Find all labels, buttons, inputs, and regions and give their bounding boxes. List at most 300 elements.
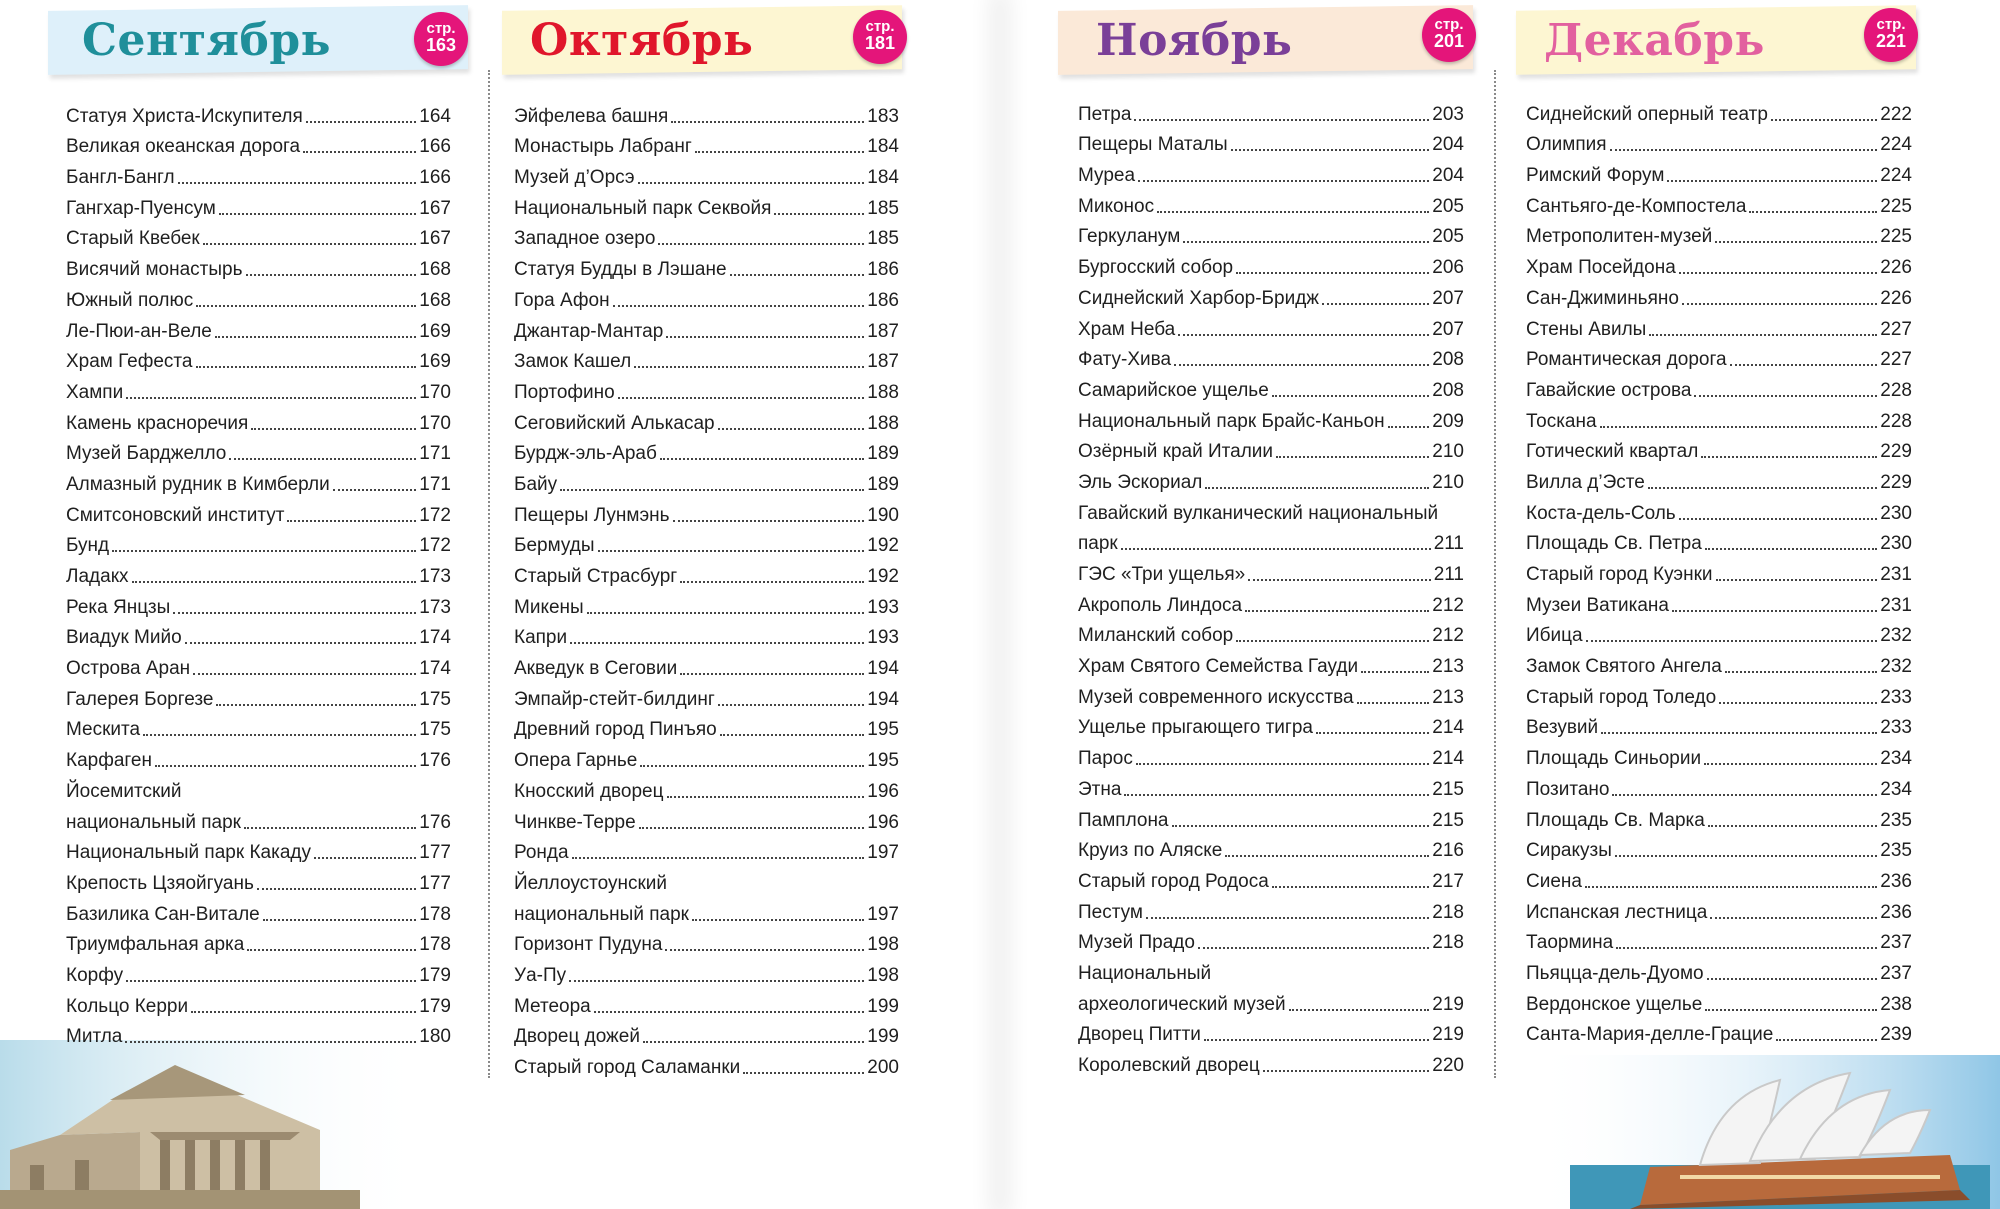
toc-entry[interactable] [1526, 403, 1912, 434]
toc-entry[interactable] [66, 896, 451, 927]
toc-entry[interactable] [1526, 127, 1912, 158]
dot-leader [247, 949, 416, 951]
dot-leader [1388, 426, 1430, 428]
toc-list-september [66, 98, 451, 1049]
page-badge-label: стр. [1434, 16, 1464, 33]
toc-entry-page: 174 [419, 627, 451, 649]
toc-entry[interactable] [1078, 894, 1464, 925]
toc-entry[interactable] [514, 497, 899, 528]
toc-entry-page: 236 [1880, 901, 1912, 923]
dot-leader [1263, 1070, 1430, 1072]
toc-entry-title: Этна [1078, 778, 1122, 800]
dot-leader [1585, 886, 1877, 888]
toc-entry[interactable] [1526, 771, 1912, 802]
dot-leader [215, 336, 416, 338]
toc-entry[interactable] [514, 742, 899, 773]
toc-entry-page: 192 [867, 566, 899, 587]
toc-entry[interactable] [66, 712, 451, 743]
dot-leader [638, 182, 865, 184]
dot-leader [1648, 487, 1877, 489]
toc-entry[interactable] [1078, 526, 1464, 557]
dot-leader [1610, 149, 1878, 151]
toc-entry[interactable] [66, 405, 451, 436]
toc-entry-title: Вердонское ущелье [1526, 993, 1703, 1015]
toc-entry-page: 173 [419, 566, 451, 587]
toc-entry[interactable] [514, 313, 899, 344]
toc-entry-page: 206 [1432, 257, 1464, 279]
toc-entry[interactable] [514, 436, 899, 467]
toc-entry-page: 170 [419, 412, 451, 434]
toc-entry-title: Корфу [66, 964, 124, 986]
dot-leader [1248, 579, 1430, 581]
toc-entry[interactable] [66, 804, 451, 835]
toc-entry[interactable] [1526, 280, 1912, 311]
dot-leader [1146, 917, 1429, 919]
toc-entry[interactable] [66, 221, 451, 252]
toc-entry-page: 167 [419, 197, 451, 219]
toc-entry-page: 172 [419, 535, 451, 557]
dot-leader [1124, 794, 1429, 796]
toc-entry-title: Метрополитен-музей [1526, 226, 1713, 248]
toc-entry[interactable] [514, 129, 899, 160]
month-title: Октябрь [530, 15, 754, 66]
dot-leader [219, 213, 416, 215]
toc-entry-page: 169 [419, 351, 451, 373]
toc-entry-title: Йосемитский [66, 780, 182, 802]
toc-entry-title: Национальный [1078, 962, 1212, 984]
toc-entry[interactable] [66, 681, 451, 712]
dot-leader [1705, 1009, 1877, 1011]
toc-entry-page: 232 [1880, 656, 1912, 678]
toc-entry[interactable] [66, 835, 451, 866]
toc-entry-title: Бурдж-эль-Араб [514, 443, 657, 465]
toc-entry-page: 189 [867, 443, 899, 465]
toc-entry[interactable] [66, 344, 451, 375]
toc-entry-page: 176 [419, 811, 451, 833]
toc-entry[interactable] [514, 773, 899, 804]
toc-entry[interactable] [514, 957, 899, 988]
toc-entry[interactable] [66, 988, 451, 1019]
toc-entry-page: 185 [867, 228, 899, 250]
toc-entry[interactable] [66, 589, 451, 620]
dot-leader [1236, 640, 1429, 642]
toc-entry[interactable] [514, 251, 899, 282]
toc-entry-title: Древний город Пинъяо [514, 719, 717, 741]
toc-entry[interactable] [514, 344, 899, 375]
toc-entry-page: 227 [1880, 349, 1912, 371]
toc-entry[interactable] [1526, 894, 1912, 925]
page-badge-number: 163 [425, 35, 457, 55]
dot-leader [1600, 426, 1878, 428]
toc-entry-page: 219 [1432, 1024, 1464, 1046]
toc-entry[interactable] [1526, 618, 1912, 649]
toc-entry-title: Пещеры Маталы [1078, 134, 1228, 156]
toc-entry-title: Статуя Христа-Искупителя [66, 105, 303, 127]
toc-entry-title: Старый Квебек [66, 228, 200, 250]
toc-entry[interactable] [66, 159, 451, 190]
toc-entry[interactable] [514, 804, 899, 835]
dot-leader [1236, 272, 1429, 274]
toc-entry[interactable] [1526, 863, 1912, 894]
toc-entry-title: Гангхар-Пуенсум [66, 197, 216, 219]
toc-entry[interactable] [1526, 249, 1912, 280]
toc-entry[interactable] [1526, 96, 1912, 127]
toc-entry[interactable] [1078, 863, 1464, 894]
toc-entry[interactable] [514, 1049, 899, 1080]
toc-entry-page: 212 [1432, 625, 1464, 647]
toc-entry[interactable] [1078, 833, 1464, 864]
dot-leader [126, 397, 416, 399]
column-divider [488, 70, 490, 1078]
toc-entry[interactable] [1526, 464, 1912, 495]
toc-entry-page: 192 [867, 535, 899, 557]
toc-entry-page: 197 [867, 842, 899, 864]
toc-entry[interactable] [514, 712, 899, 743]
toc-entry[interactable] [66, 436, 451, 467]
toc-entry[interactable] [1526, 188, 1912, 219]
toc-entry[interactable] [514, 1019, 899, 1050]
dot-leader [1138, 180, 1429, 182]
toc-entry-title: Миконос [1078, 195, 1155, 217]
toc-entry-page: 199 [867, 1026, 899, 1048]
dot-leader [173, 612, 416, 614]
toc-entry[interactable] [1078, 157, 1464, 188]
dot-leader [1225, 855, 1429, 857]
toc-entry[interactable] [1078, 740, 1464, 771]
toc-entry[interactable] [1078, 1017, 1464, 1048]
toc-entry-page: 197 [867, 903, 899, 925]
toc-entry[interactable] [514, 589, 899, 620]
toc-entry-title: Дворец дожей [514, 1026, 640, 1048]
toc-entry-title: Старый Страсбург [514, 566, 678, 587]
dot-leader [1357, 702, 1430, 704]
toc-entry[interactable] [1078, 710, 1464, 741]
dot-leader [1694, 395, 1877, 397]
toc-entry-title: Акведук в Сеговии [514, 658, 678, 680]
toc-entry[interactable] [514, 650, 899, 681]
toc-entry-title: Миланский собор [1078, 625, 1234, 647]
dot-leader [598, 550, 865, 552]
toc-entry-title: Готический квартал [1526, 441, 1699, 463]
toc-list-november [1078, 96, 1464, 1078]
toc-entry-page: 174 [419, 658, 451, 680]
dot-leader [569, 980, 864, 982]
toc-entry[interactable] [514, 405, 899, 436]
toc-entry-title: Ронда [514, 842, 569, 864]
toc-entry[interactable] [1078, 280, 1464, 311]
toc-entry[interactable] [1526, 710, 1912, 741]
dot-leader [1183, 241, 1429, 243]
toc-entry[interactable] [1078, 587, 1464, 618]
toc-entry[interactable] [66, 620, 451, 651]
toc-entry-page: 226 [1880, 257, 1912, 279]
toc-entry-page: 207 [1432, 318, 1464, 340]
toc-entry[interactable] [1078, 1047, 1464, 1078]
toc-entry[interactable] [66, 773, 451, 804]
toc-entry[interactable] [66, 957, 451, 988]
toc-entry[interactable] [1526, 802, 1912, 833]
toc-entry[interactable] [1526, 955, 1912, 986]
toc-entry[interactable] [1526, 925, 1912, 956]
toc-entry[interactable] [1078, 955, 1464, 986]
toc-entry[interactable] [1526, 556, 1912, 587]
toc-entry[interactable] [1078, 802, 1464, 833]
toc-entry[interactable] [1526, 342, 1912, 373]
toc-entry[interactable] [66, 313, 451, 344]
dot-leader [1172, 825, 1430, 827]
toc-entry-page: 211 [1433, 533, 1464, 555]
month-header-october [502, 8, 902, 72]
toc-entry-page: 183 [867, 105, 899, 127]
dot-leader [1715, 241, 1877, 243]
toc-entry[interactable] [1526, 833, 1912, 864]
toc-entry[interactable] [514, 620, 899, 651]
toc-entry-title: Кольцо Керри [66, 995, 189, 1017]
toc-entry[interactable] [1078, 986, 1464, 1017]
dot-leader [244, 827, 416, 829]
toc-entry-title: Пестум [1078, 901, 1143, 923]
toc-entry[interactable] [1078, 249, 1464, 280]
toc-entry[interactable] [1078, 434, 1464, 465]
dot-leader [1771, 119, 1877, 121]
toc-entry[interactable] [1526, 587, 1912, 618]
dot-leader [640, 765, 864, 767]
toc-entry-page: 210 [1432, 471, 1464, 493]
toc-entry-page: 195 [867, 719, 899, 741]
dot-leader [193, 673, 416, 675]
toc-entry[interactable] [514, 896, 899, 927]
toc-entry-title: Виадук Мийо [66, 627, 182, 649]
toc-entry-page: 215 [1432, 809, 1464, 831]
dot-leader [1710, 917, 1877, 919]
toc-entry[interactable] [1078, 342, 1464, 373]
toc-entry[interactable] [1526, 986, 1912, 1017]
toc-entry-title: Олимпия [1526, 134, 1607, 156]
toc-entry[interactable] [66, 742, 451, 773]
toc-entry-page: 188 [867, 381, 899, 403]
toc-entry[interactable] [66, 650, 451, 681]
toc-entry[interactable] [1526, 495, 1912, 526]
toc-entry[interactable] [514, 558, 899, 589]
toc-entry-page: 179 [419, 995, 451, 1017]
dot-leader [1272, 886, 1430, 888]
toc-entry[interactable] [66, 497, 451, 528]
toc-entry-page: 184 [867, 136, 899, 158]
toc-entry[interactable] [514, 835, 899, 866]
toc-entry[interactable] [1078, 495, 1464, 526]
dot-leader [680, 673, 864, 675]
toc-entry[interactable] [66, 865, 451, 896]
toc-entry-page: 232 [1880, 625, 1912, 647]
dot-leader [155, 765, 416, 767]
column-divider [1494, 70, 1496, 1078]
toc-entry[interactable] [1526, 740, 1912, 771]
toc-entry-title: Базилика Сан-Витале [66, 903, 260, 925]
toc-entry-title: Памплона [1078, 809, 1169, 831]
toc-entry[interactable] [1078, 618, 1464, 649]
dot-leader [1682, 303, 1877, 305]
toc-entry[interactable] [66, 190, 451, 221]
toc-entry[interactable] [66, 251, 451, 282]
toc-entry[interactable] [1078, 556, 1464, 587]
toc-entry[interactable] [1078, 464, 1464, 495]
dot-leader [1749, 211, 1877, 213]
toc-entry[interactable] [1526, 219, 1912, 250]
toc-entry[interactable] [1078, 403, 1464, 434]
toc-entry[interactable] [1526, 1017, 1912, 1048]
toc-entry[interactable] [1078, 219, 1464, 250]
dot-leader [263, 919, 417, 921]
dot-leader [1205, 487, 1429, 489]
toc-entry-title: Йеллоустоунский [514, 872, 667, 894]
toc-entry[interactable] [66, 98, 451, 129]
toc-entry[interactable] [514, 927, 899, 958]
month-title: Ноябрь [1096, 15, 1293, 66]
toc-entry[interactable] [1078, 648, 1464, 679]
dot-leader [1707, 978, 1878, 980]
toc-entry[interactable] [514, 221, 899, 252]
toc-entry-page: 234 [1880, 778, 1912, 800]
ruins-illustration [0, 1040, 430, 1209]
toc-entry-title: национальный парк [66, 811, 241, 833]
toc-entry[interactable] [514, 681, 899, 712]
toc-entry[interactable] [1526, 434, 1912, 465]
dot-leader [673, 520, 865, 522]
toc-entry-page: 204 [1432, 165, 1464, 187]
toc-entry-title: Храм Неба [1078, 318, 1176, 340]
toc-entry-page: 214 [1432, 717, 1464, 739]
dot-leader [1178, 334, 1429, 336]
dot-leader [1725, 671, 1877, 673]
month-header-september [48, 8, 468, 72]
toc-entry[interactable] [66, 1019, 451, 1050]
dot-leader [671, 121, 864, 123]
toc-entry[interactable] [66, 374, 451, 405]
toc-entry-page: 210 [1432, 441, 1464, 463]
toc-entry-title: Великая океанская дорога [66, 136, 301, 158]
toc-entry-title: Ущелье прыгающего тигра [1078, 717, 1313, 739]
toc-entry[interactable] [514, 988, 899, 1019]
toc-entry-title: археологический музей [1078, 993, 1286, 1015]
toc-entry[interactable] [1526, 372, 1912, 403]
toc-entry[interactable] [1078, 679, 1464, 710]
toc-entry-title: Сан-Джиминьяно [1526, 287, 1679, 309]
toc-entry[interactable] [514, 865, 899, 896]
toc-entry[interactable] [514, 528, 899, 559]
toc-entry-page: 199 [867, 995, 899, 1017]
toc-entry[interactable] [66, 558, 451, 589]
page-badge [1864, 8, 1918, 62]
toc-entry[interactable] [514, 282, 899, 313]
toc-entry[interactable] [1526, 679, 1912, 710]
toc-entry-page: 184 [867, 167, 899, 189]
toc-entry[interactable] [1526, 157, 1912, 188]
toc-entry[interactable] [66, 282, 451, 313]
dot-leader [618, 397, 865, 399]
toc-entry-page: 177 [419, 872, 451, 894]
dot-leader [1121, 548, 1431, 550]
toc-entry-page: 170 [419, 381, 451, 403]
toc-entry-page: 204 [1432, 134, 1464, 156]
toc-entry-title: Площадь Синьории [1526, 748, 1702, 770]
toc-entry[interactable] [1078, 372, 1464, 403]
toc-entry-title: Музей Барджелло [66, 443, 227, 465]
toc-entry[interactable] [1526, 648, 1912, 679]
toc-entry-title: Смитсоновский институт [66, 504, 285, 526]
dot-leader [1716, 579, 1878, 581]
toc-entry-page: 238 [1880, 993, 1912, 1015]
toc-entry-title: Вилла д’Эсте [1526, 471, 1645, 493]
toc-list-december [1526, 96, 1912, 1047]
dot-leader [203, 243, 417, 245]
toc-entry[interactable] [1078, 96, 1464, 127]
toc-entry-title: Замок Кашел [514, 351, 632, 373]
toc-entry[interactable] [1078, 311, 1464, 342]
toc-entry[interactable] [1078, 127, 1464, 158]
toc-entry-page: 205 [1432, 195, 1464, 217]
toc-entry-page: 178 [419, 934, 451, 956]
toc-entry-page: 211 [1433, 564, 1464, 585]
dot-leader [1601, 732, 1877, 734]
toc-entry[interactable] [514, 374, 899, 405]
toc-entry-page: 168 [419, 289, 451, 311]
toc-entry-page: 167 [419, 228, 451, 250]
dot-leader [251, 428, 416, 430]
toc-entry-page: 231 [1880, 594, 1912, 616]
toc-entry[interactable] [1078, 771, 1464, 802]
toc-entry-title: Геркуланум [1078, 226, 1181, 248]
dot-leader [1616, 947, 1877, 949]
dot-leader [1231, 149, 1430, 151]
page-badge-label: стр. [1876, 16, 1906, 33]
toc-entry-title: Испанская лестница [1526, 901, 1708, 923]
toc-entry[interactable] [514, 190, 899, 221]
toc-entry[interactable] [514, 159, 899, 190]
toc-entry-page: 208 [1432, 349, 1464, 371]
toc-entry-page: 173 [419, 596, 451, 618]
toc-entry-page: 212 [1432, 594, 1464, 616]
toc-entry-title: Озёрный край Италии [1078, 441, 1274, 463]
toc-entry-title: ГЭС «Три ущелья» [1078, 564, 1246, 585]
toc-entry-page: 225 [1880, 195, 1912, 217]
toc-entry-title: Пещеры Лунмэнь [514, 504, 670, 526]
toc-entry[interactable] [1078, 925, 1464, 956]
toc-entry[interactable] [66, 927, 451, 958]
toc-entry[interactable] [66, 129, 451, 160]
toc-entry-title: Гавайский вулканический национальный [1078, 502, 1439, 524]
toc-entry-title: Позитано [1526, 778, 1610, 800]
toc-entry-page: 186 [867, 289, 899, 311]
dot-leader [692, 919, 864, 921]
dot-leader [658, 243, 864, 245]
toc-entry[interactable] [1078, 188, 1464, 219]
toc-entry-page: 179 [419, 964, 451, 986]
toc-entry[interactable] [1526, 526, 1912, 557]
toc-entry-title: Национальный парк Брайс-Каньон [1078, 410, 1385, 432]
toc-entry[interactable] [1526, 311, 1912, 342]
toc-entry-title: Тоскана [1526, 410, 1597, 432]
toc-entry-page: 207 [1432, 287, 1464, 309]
toc-entry[interactable] [514, 98, 899, 129]
toc-entry-page: 177 [419, 842, 451, 864]
toc-entry-title: Муреа [1078, 165, 1136, 187]
toc-entry[interactable] [66, 466, 451, 497]
toc-entry[interactable] [514, 466, 899, 497]
dot-leader [572, 857, 865, 859]
toc-entry-title: Римский Форум [1526, 165, 1665, 187]
toc-entry[interactable] [66, 528, 451, 559]
toc-entry-title: Таормина [1526, 932, 1614, 954]
